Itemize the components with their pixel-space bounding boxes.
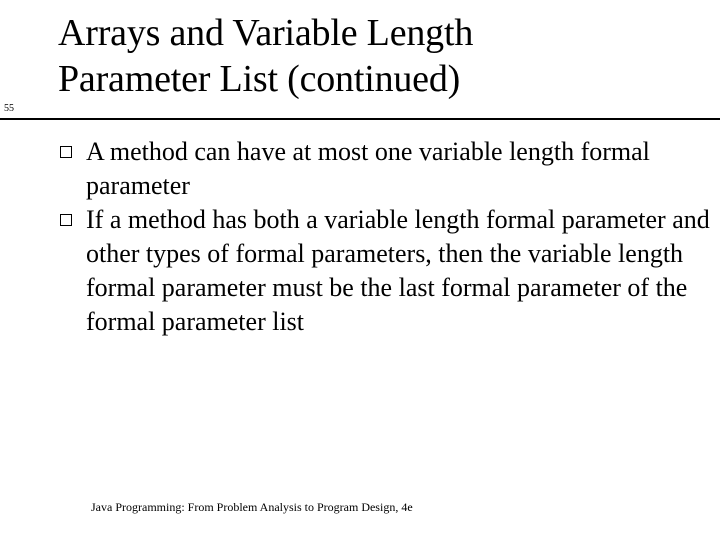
bullet-item — [60, 203, 710, 339]
hollow-square-bullet-icon — [60, 146, 72, 158]
slide-title-line-2: Parameter List (continued) — [58, 58, 461, 100]
slide-footer: Java Programming: From Problem Analysis to Program Design, 4e — [91, 500, 413, 514]
bullet-item — [60, 135, 710, 203]
hollow-square-bullet-icon — [60, 214, 72, 226]
slide-title — [58, 10, 473, 102]
title-divider — [0, 118, 720, 120]
slide-title-line-1: Arrays and Variable Length — [58, 12, 474, 54]
bullet-text: A method can have at most one variable length formal parameter — [86, 137, 650, 200]
bullet-text: If a method has both a variable length formal parameter and other types of formal parameters, then the variable length formal parameter must be the last formal parameter of the formal parameter list — [86, 205, 710, 336]
slide-number: 55 — [4, 103, 14, 114]
bullet-list — [60, 135, 710, 339]
